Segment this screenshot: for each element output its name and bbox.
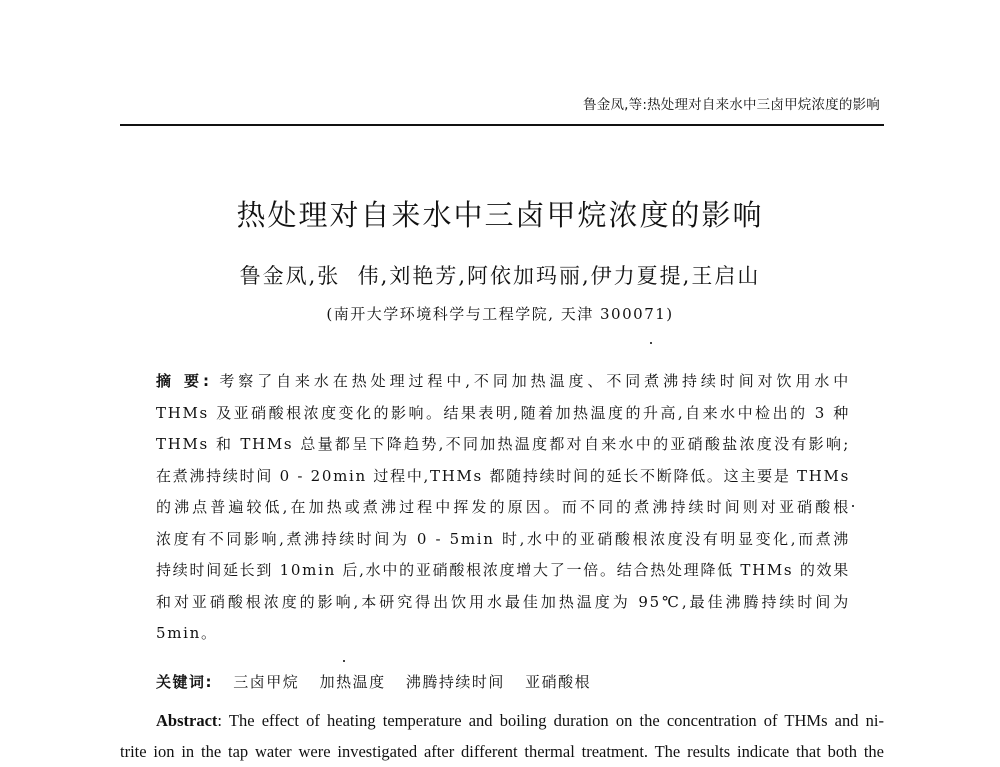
paper-title: 热处理对自来水中三卤甲烷浓度的影响 [236, 198, 764, 232]
running-header: 鲁金凤,等:热处理对自来水中三卤甲烷浓度的影响 [583, 97, 880, 113]
scan-speck [650, 342, 652, 344]
keyword: 沸腾持续时间 [405, 673, 505, 691]
header-rule [120, 124, 884, 126]
scan-speck [852, 505, 854, 507]
abstract-line: THMs 及亚硝酸根浓度变化的影响。结果表明,随着加热温度的升高,自来水中检出的 3 种 [156, 403, 850, 422]
abstract-label: 摘 要: [156, 372, 211, 390]
abstract-line: THMs 和 THMs 总量都呈下降趋势,不同加热温度都对自来水中的亚硝酸盐浓度没有影响; [156, 435, 850, 453]
abstract-line: 摘 要: 考察了自来水在热处理过程中,不同加热温度、不同煮沸持续时间对饮用水中 [156, 372, 850, 390]
keyword: 亚硝酸根 [525, 673, 592, 691]
english-abstract-line: Abstract: The effect of heating temperature and boiling duration on the concentration of THMs and ni- [156, 711, 884, 730]
abstract-line: 和对亚硝酸根浓度的影响,本研究得出饮用水最佳加热温度为 95℃,最佳沸腾持续时间为 [156, 592, 850, 611]
abstract-line: 5min。 [156, 624, 218, 642]
chinese-abstract [156, 366, 850, 650]
english-abstract [120, 705, 884, 767]
abstract-line: 的沸点普遍较低,在加热或煮沸过程中挥发的原因。而不同的煮沸持续时间则对亚硝酸根 [156, 498, 850, 516]
abstract-line: 在煮沸持续时间 0 - 20min 过程中,THMs 都随持续时间的延长不断降低。这主要是 THMs [156, 466, 850, 485]
english-abstract-line: trite ion in the tap water were investigated after different thermal treatment. The results indicate that both the [120, 742, 884, 761]
abstract-line: 浓度有不同影响,煮沸持续时间为 0 - 5min 时,水中的亚硝酸根浓度没有明显变化,而煮沸 [156, 529, 850, 548]
keyword: 三卤甲烷 [233, 673, 300, 691]
keywords [156, 671, 856, 692]
affiliation: (南开大学环境科学与工程学院, 天津 300071) [326, 305, 674, 323]
english-abstract-label: Abstract [156, 711, 218, 730]
scan-speck [343, 660, 345, 662]
author-list: 鲁金凤,张 伟,刘艳芳,阿依加玛丽,伊力夏提,王启山 [239, 264, 761, 288]
keyword: 加热温度 [319, 673, 386, 691]
abstract-line: 持续时间延长到 10min 后,水中的亚硝酸根浓度增大了一倍。结合热处理降低 THMs 的效果 [156, 561, 850, 579]
keywords-label: 关键词: [156, 673, 213, 691]
